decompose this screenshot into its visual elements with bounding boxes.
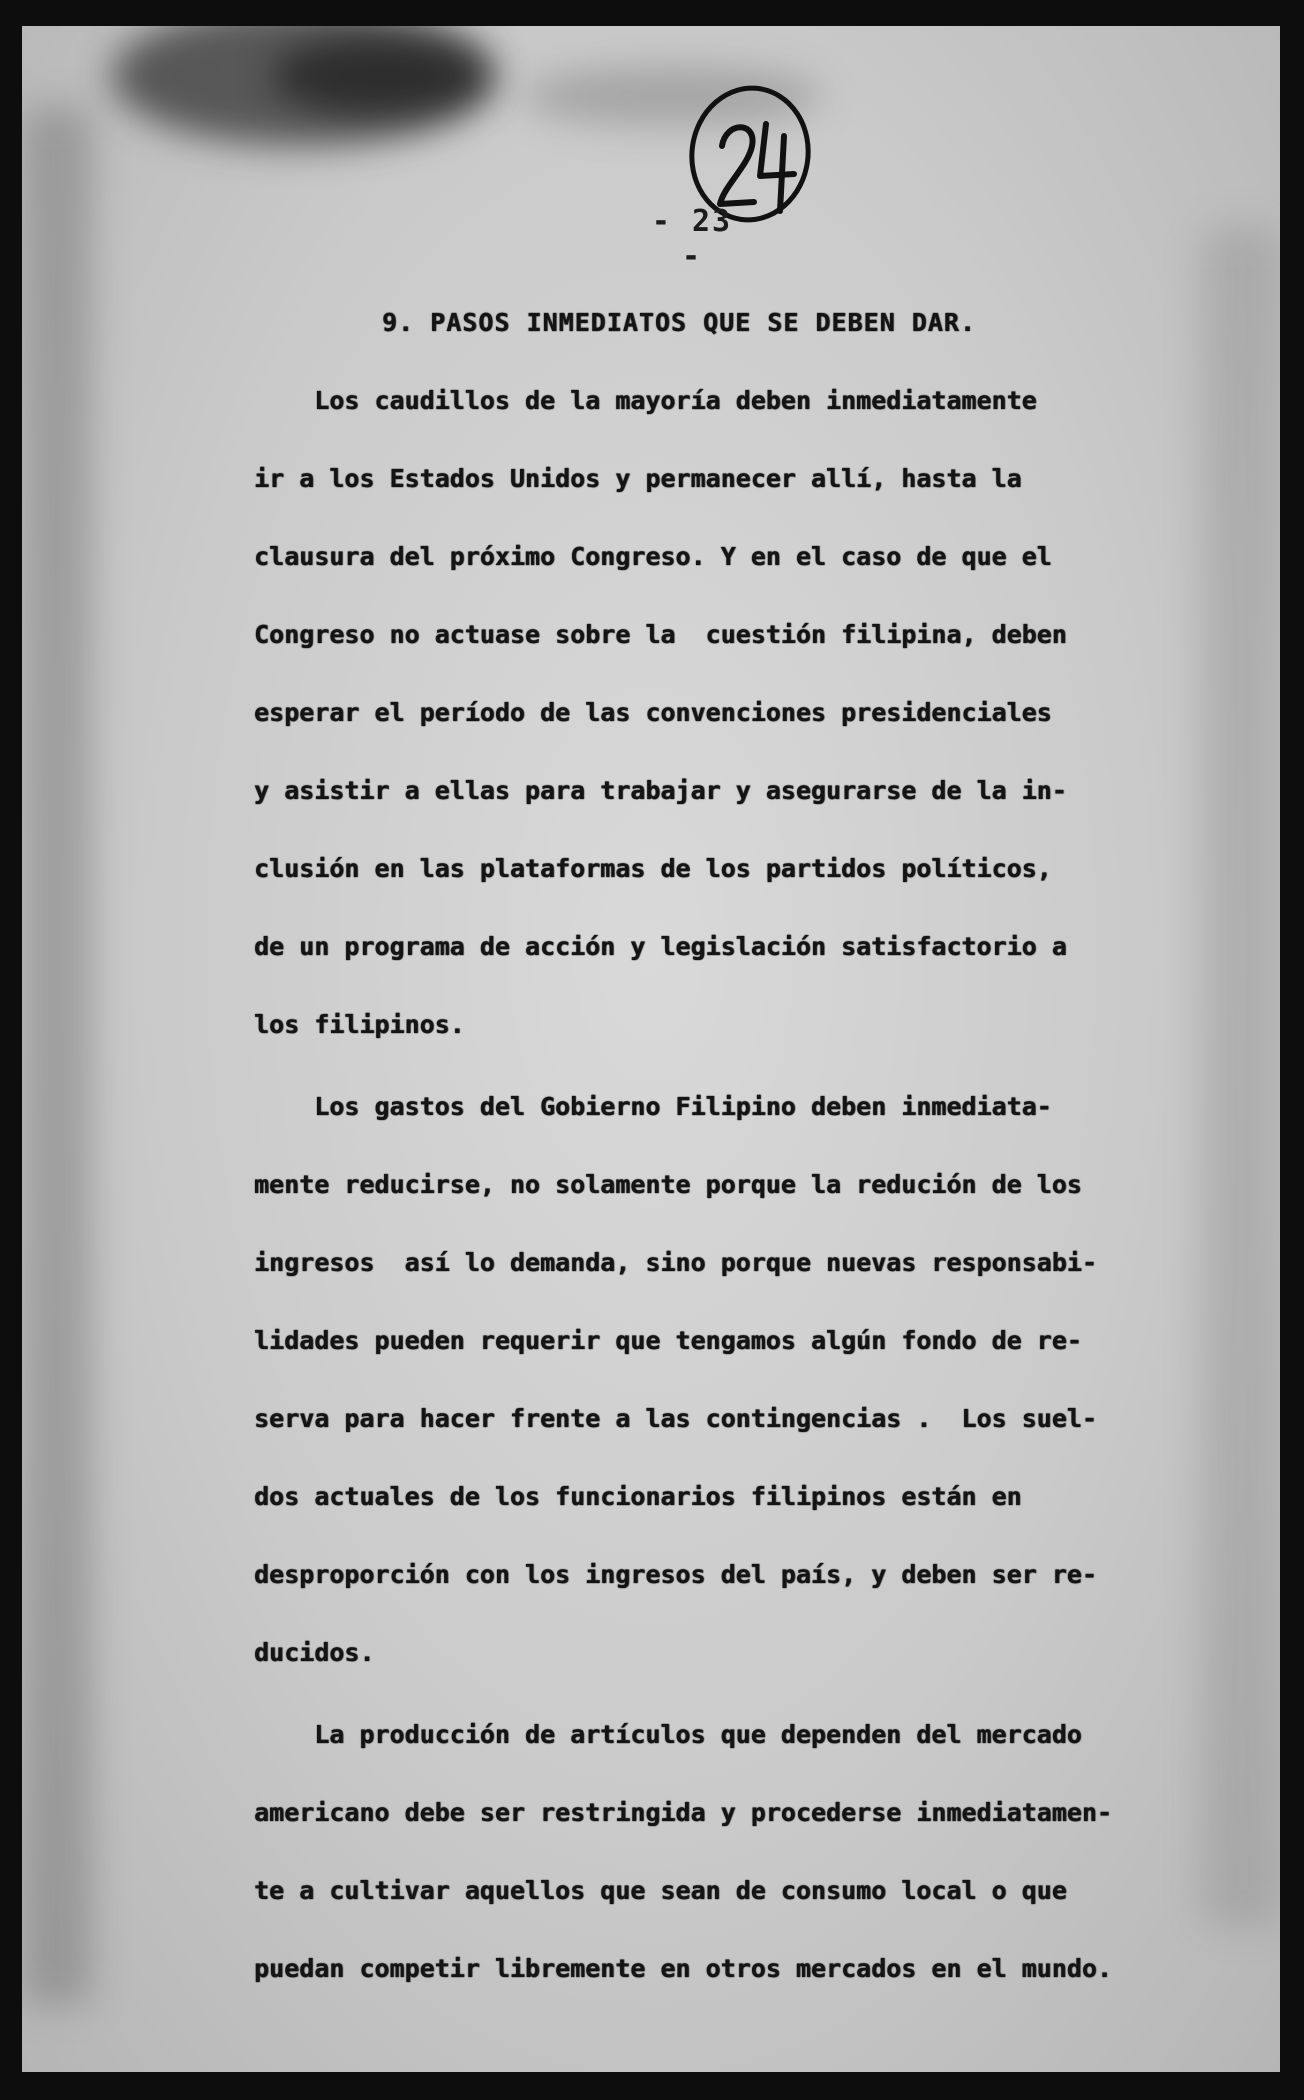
scan-shadow-left (22, 106, 92, 2006)
paragraph-2-line-2: mente reducirse, no solamente porque la redución de los (254, 1170, 1082, 1199)
paragraph-1-line-9: los filipinos. (254, 1010, 465, 1039)
scan-stain (272, 36, 492, 116)
paragraph-2-line-8: ducidos. (254, 1638, 375, 1667)
paragraph-1-line-8: de un programa de acción y legislación satisfactorio a (254, 932, 1067, 961)
paragraph-3-line-2: americano debe ser restringida y procederse inmediatamen- (254, 1798, 1112, 1827)
page-marker: - 23 - (651, 204, 733, 274)
paragraph-1-line-7: clusión en las plataformas de los partidos políticos, (254, 854, 1052, 883)
paragraph-3-line-1: La producción de artículos que dependen del mercado (254, 1720, 1082, 1749)
paragraph-2-line-6: dos actuales de los funcionarios filipinos están en (254, 1482, 1022, 1511)
paragraph-1-line-1: Los caudillos de la mayoría deben inmediatamente (254, 386, 1037, 415)
paragraph-2-line-1: Los gastos del Gobierno Filipino deben inmediata- (254, 1092, 1052, 1121)
paragraph-3-line-4: puedan competir libremente en otros mercados en el mundo. (254, 1954, 1112, 1983)
paragraph-2-line-5: serva para hacer frente a las contingencias . Los suel- (254, 1404, 1097, 1433)
paragraph-1-line-2: ir a los Estados Unidos y permanecer allí, hasta la (254, 464, 1022, 493)
paragraph-2-line-3: ingresos así lo demanda, sino porque nuevas responsabi- (254, 1248, 1097, 1277)
paragraph-1-line-5: esperar el período de las convenciones presidenciales (254, 698, 1052, 727)
paragraph-1-line-4: Congreso no actuase sobre la cuestión filipina, deben (254, 620, 1067, 649)
scan-stain (112, 26, 492, 146)
scan-shadow-right (1202, 226, 1280, 1926)
paragraph-3-line-3: te a cultivar aquellos que sean de consumo local o que (254, 1876, 1067, 1905)
paragraph-2-line-4: lidades pueden requerir que tengamos algún fondo de re- (254, 1326, 1082, 1355)
paragraph-1-line-6: y asistir a ellas para trabajar y asegurarse de la in- (254, 776, 1067, 805)
section-heading: 9. PASOS INMEDIATOS QUE SE DEBEN DAR. (382, 308, 976, 337)
paragraph-2-line-7: desproporción con los ingresos del país, y deben ser re- (254, 1560, 1097, 1589)
document-page (22, 26, 1280, 2072)
paragraph-1-line-3: clausura del próximo Congreso. Y en el caso de que el (254, 542, 1052, 571)
